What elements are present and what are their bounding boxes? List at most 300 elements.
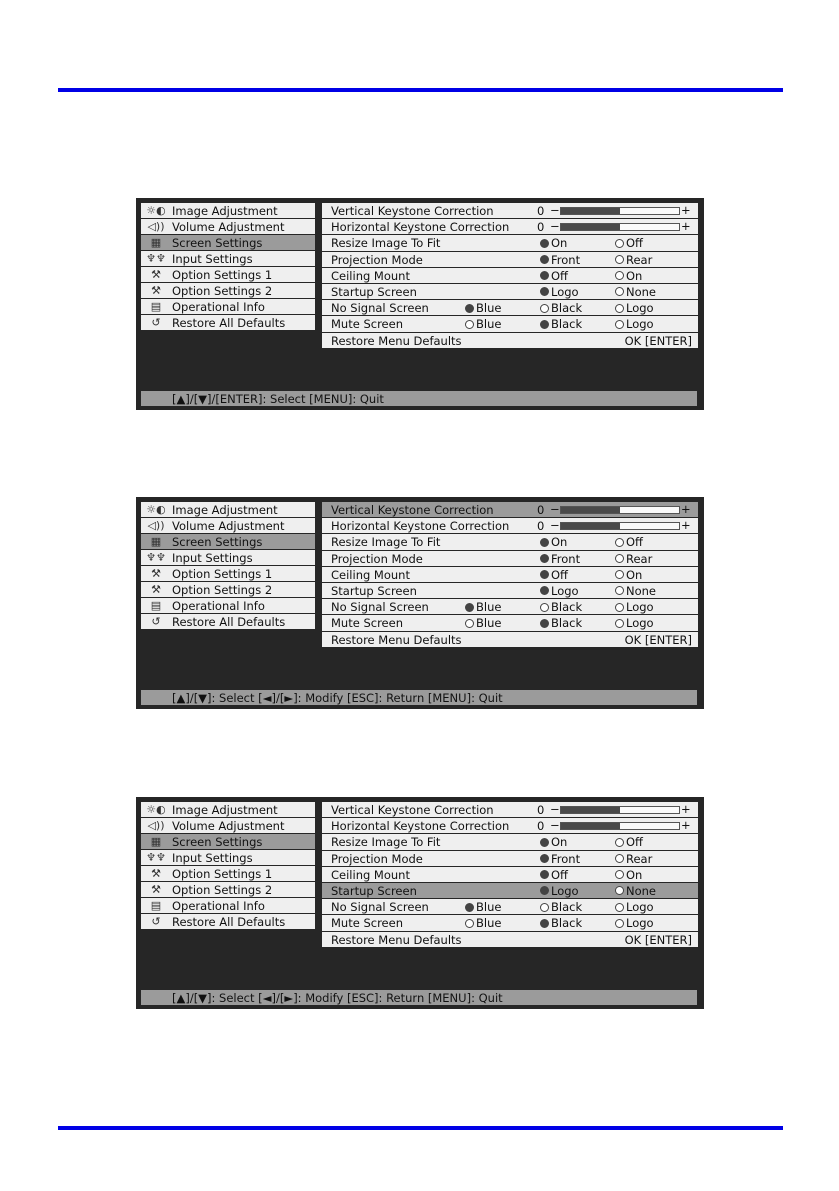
option-label: Off [551,268,568,283]
radio-selected-icon [540,870,549,879]
keystone-slider-fill [561,823,620,829]
setting-label: Horizontal Keystone Correction [331,220,510,235]
menu-item-operational-info[interactable] [141,299,315,314]
option-label: Blue [476,916,502,931]
option-label: On [551,535,568,550]
minus-sign: − [550,518,560,533]
menu-item-option-settings-2[interactable] [141,283,315,298]
restore-icon: ↺ [151,615,161,628]
option-label: Logo [626,301,654,316]
screen-settings-rows [322,802,698,947]
setting-row-restore-menu-defaults[interactable] [322,932,698,947]
radio-selected-icon [540,886,549,895]
option-label: Logo [626,900,654,915]
menu-item-input-settings[interactable] [141,251,315,266]
plus-sign: + [681,818,691,833]
plus-sign: + [681,802,691,816]
menu-item-label: Input Settings [172,550,253,565]
setting-row-vertical-keystone-correction[interactable] [322,203,698,218]
radio-selected-icon [540,538,549,547]
radio-selected-icon [465,304,474,313]
setting-row-vertical-keystone-correction[interactable] [322,802,698,817]
plus-sign: + [681,502,691,516]
option-label: Rear [626,851,653,866]
setting-row-vertical-keystone-correction[interactable] [322,502,698,517]
option-label: Front [551,551,581,566]
setting-label: Vertical Keystone Correction [331,204,494,218]
menu-item-option-settings-1[interactable] [141,267,315,282]
plus-sign: + [681,518,691,533]
setting-row-projection-mode[interactable] [322,851,698,866]
option-logo[interactable] [540,884,579,898]
option-label: Black [551,301,583,316]
radio-unselected-icon [540,304,549,313]
option-label: On [551,236,568,251]
menu-item-screen-settings[interactable] [141,235,315,250]
radio-selected-icon [540,287,549,296]
menu-item-label: Screen Settings [172,834,263,849]
radio-unselected-icon [615,619,624,628]
menu-item-image-adjustment[interactable] [141,203,315,218]
option-on[interactable] [540,236,567,250]
menu-item-label: Input Settings [172,251,253,266]
info-list-icon: ▤ [150,899,162,912]
keystone-slider-fill [561,208,620,214]
keystone-slider-fill [561,807,620,813]
option-logo[interactable] [615,600,654,614]
setting-label: Projection Mode [331,252,423,267]
option-none[interactable] [615,884,656,898]
tools-icon: ⚒ [151,567,161,580]
option-label: On [626,867,643,882]
main-menu-list [141,203,315,330]
tools-icon: ⚒ [151,268,161,281]
screen-settings-rows [322,502,698,647]
setting-row-restore-menu-defaults[interactable] [322,632,698,647]
menu-item-label: Restore All Defaults [172,914,286,929]
radio-unselected-icon [615,255,624,264]
option-label: None [626,883,657,898]
option-label: Logo [626,317,654,332]
option-front[interactable] [540,552,580,566]
setting-label: Resize Image To Fit [331,236,441,251]
option-label: Blue [476,600,502,615]
menu-item-label: Image Adjustment [172,802,278,817]
menu-item-label: Operational Info [172,299,265,314]
option-label: Off [551,567,568,582]
main-menu-list [141,502,315,629]
setting-row-startup-screen[interactable] [322,583,698,598]
radio-unselected-icon [615,603,624,612]
option-blue[interactable] [465,317,501,331]
radio-selected-icon [540,554,549,563]
info-list-icon: ▤ [150,599,162,612]
option-label: Logo [626,616,654,631]
option-label: Black [551,900,583,915]
menu-item-image-adjustment[interactable] [141,802,315,817]
menu-item-screen-settings[interactable] [141,834,315,849]
setting-row-no-signal-screen[interactable] [322,899,698,914]
menu-item-volume-adjustment[interactable] [141,818,315,833]
menu-item-label: Input Settings [172,850,253,865]
radio-selected-icon [540,320,549,329]
tools-icon: ⚒ [151,284,161,297]
setting-row-ceiling-mount[interactable] [322,567,698,582]
option-rear[interactable] [615,852,652,866]
radio-selected-icon [540,239,549,248]
radio-selected-icon [540,619,549,628]
option-off[interactable] [615,236,643,250]
setting-row-no-signal-screen[interactable] [322,599,698,614]
menu-item-label: Option Settings 2 [172,882,273,897]
setting-label: Projection Mode [331,551,423,566]
keystone-slider-fill [561,224,620,230]
setting-row-resize-image-to-fit[interactable] [322,235,698,250]
option-label: Black [551,600,583,615]
option-label: Rear [626,551,653,566]
setting-label: Startup Screen [331,583,417,598]
screen-settings-menu-3 [136,797,704,1009]
menu-item-input-settings[interactable] [141,550,315,565]
keystone-slider[interactable] [560,207,680,215]
setting-label: Projection Mode [331,851,423,866]
menu-item-image-adjustment[interactable] [141,502,315,517]
option-label: Black [551,616,583,631]
option-black[interactable] [540,317,582,331]
radio-unselected-icon [540,603,549,612]
key-help-bar [141,990,697,1005]
option-label: Logo [551,284,579,299]
screen-icon: ▦ [150,835,162,848]
setting-row-resize-image-to-fit[interactable] [322,534,698,549]
option-front[interactable] [540,852,580,866]
minus-sign: − [550,802,560,816]
minus-sign: − [550,203,560,217]
option-label: None [626,284,657,299]
menu-item-label: Option Settings 2 [172,582,273,597]
radio-unselected-icon [615,886,624,895]
option-black[interactable] [540,600,582,614]
option-rear[interactable] [615,253,652,267]
option-logo[interactable] [615,317,654,331]
brightness-contrast-icon: ☼◐ [146,204,166,217]
option-black[interactable] [540,916,582,930]
setting-row-ceiling-mount[interactable] [322,867,698,882]
setting-label: Ceiling Mount [331,567,410,582]
radio-unselected-icon [540,903,549,912]
menu-item-label: Volume Adjustment [172,518,285,533]
menu-item-label: Screen Settings [172,534,263,549]
keystone-slider[interactable] [560,522,680,530]
radio-unselected-icon [615,271,624,280]
keystone-slider[interactable] [560,223,680,231]
menu-item-volume-adjustment[interactable] [141,219,315,234]
menu-item-restore-all-defaults[interactable] [141,614,315,629]
menu-item-option-settings-2[interactable] [141,582,315,597]
keystone-value: 0 [537,819,545,834]
option-label: Front [551,252,581,267]
menu-item-operational-info[interactable] [141,598,315,613]
radio-selected-icon [540,255,549,264]
setting-label: No Signal Screen [331,600,429,615]
header-rule [58,88,783,92]
menu-item-label: Restore All Defaults [172,614,286,629]
setting-row-mute-screen[interactable] [322,615,698,630]
option-label: On [626,268,643,283]
brightness-contrast-icon: ☼◐ [146,803,166,816]
option-label: Blue [476,616,502,631]
setting-row-startup-screen[interactable] [322,284,698,299]
main-menu-list [141,802,315,929]
menu-item-restore-all-defaults[interactable] [141,315,315,330]
radio-unselected-icon [465,320,474,329]
radio-unselected-icon [615,586,624,595]
setting-label: Mute Screen [331,317,403,332]
keystone-slider[interactable] [560,806,680,814]
radio-unselected-icon [465,619,474,628]
setting-label: Resize Image To Fit [331,835,441,850]
option-logo[interactable] [540,584,579,598]
option-blue[interactable] [465,616,501,630]
option-label: On [551,835,568,850]
menu-item-restore-all-defaults[interactable] [141,914,315,929]
tools-icon: ⚒ [151,583,161,596]
keystone-value: 0 [537,519,545,534]
setting-label: Restore Menu Defaults [331,333,462,348]
radio-selected-icon [540,854,549,863]
option-blue[interactable] [465,600,501,614]
setting-label: Ceiling Mount [331,867,410,882]
setting-row-mute-screen[interactable] [322,316,698,331]
brightness-contrast-icon: ☼◐ [146,503,166,516]
radio-unselected-icon [615,538,624,547]
input-plugs-icon: ♆♆ [146,252,166,265]
menu-item-label: Volume Adjustment [172,219,285,234]
key-help-text: [▲]/[▼]/[ENTER]: Select [MENU]: Quit [172,391,384,406]
key-help-bar [141,690,697,705]
setting-label: Restore Menu Defaults [331,632,462,647]
info-list-icon: ▤ [150,300,162,313]
ok-enter-action[interactable]: OK [ENTER] [624,932,692,947]
screen-settings-menu-2 [136,497,704,709]
radio-unselected-icon [615,320,624,329]
radio-unselected-icon [615,570,624,579]
menu-item-option-settings-1[interactable] [141,566,315,581]
minus-sign: − [550,219,560,234]
keystone-slider[interactable] [560,822,680,830]
keystone-value: 0 [537,204,545,218]
keystone-slider[interactable] [560,506,680,514]
setting-label: Startup Screen [331,883,417,898]
radio-selected-icon [465,903,474,912]
menu-item-volume-adjustment[interactable] [141,518,315,533]
option-logo[interactable] [615,301,654,315]
screen-icon: ▦ [150,535,162,548]
setting-row-projection-mode[interactable] [322,252,698,267]
setting-label: Vertical Keystone Correction [331,503,494,517]
option-label: Black [551,317,583,332]
menu-item-label: Option Settings 1 [172,566,273,581]
keystone-slider-fill [561,507,620,513]
footer-rule [58,1126,783,1130]
option-label: Blue [476,900,502,915]
option-on[interactable] [615,568,642,582]
radio-unselected-icon [465,919,474,928]
setting-label: Ceiling Mount [331,268,410,283]
option-label: On [626,567,643,582]
option-label: Off [626,835,643,850]
radio-selected-icon [540,838,549,847]
menu-item-screen-settings[interactable] [141,534,315,549]
setting-row-ceiling-mount[interactable] [322,268,698,283]
option-on[interactable] [540,535,567,549]
setting-row-no-signal-screen[interactable] [322,300,698,315]
setting-label: Horizontal Keystone Correction [331,819,510,834]
option-label: Blue [476,301,502,316]
key-help-text: [▲]/[▼]: Select [◄]/[►]: Modify [ESC]: Return [MENU]: Quit [172,990,503,1005]
setting-row-resize-image-to-fit[interactable] [322,834,698,849]
menu-item-option-settings-2[interactable] [141,882,315,897]
speaker-icon: ◁)) [147,519,165,532]
setting-label: No Signal Screen [331,900,429,915]
option-label: Logo [551,883,579,898]
option-label: None [626,583,657,598]
menu-item-label: Image Adjustment [172,502,278,517]
radio-unselected-icon [615,919,624,928]
speaker-icon: ◁)) [147,220,165,233]
radio-unselected-icon [615,854,624,863]
menu-item-input-settings[interactable] [141,850,315,865]
key-help-bar [141,391,697,406]
setting-row-startup-screen[interactable] [322,883,698,898]
menu-item-label: Image Adjustment [172,203,278,218]
radio-unselected-icon [615,287,624,296]
setting-label: Horizontal Keystone Correction [331,519,510,534]
option-blue[interactable] [465,301,501,315]
plus-sign: + [681,219,691,234]
option-off[interactable] [540,269,568,283]
radio-unselected-icon [615,903,624,912]
input-plugs-icon: ♆♆ [146,851,166,864]
option-logo[interactable] [540,285,579,299]
setting-label: Vertical Keystone Correction [331,803,494,817]
setting-label: Startup Screen [331,284,417,299]
option-black[interactable] [540,301,582,315]
restore-icon: ↺ [151,316,161,329]
radio-selected-icon [540,570,549,579]
menu-item-label: Restore All Defaults [172,315,286,330]
input-plugs-icon: ♆♆ [146,551,166,564]
option-label: Logo [626,600,654,615]
option-logo[interactable] [615,916,654,930]
setting-label: Resize Image To Fit [331,535,441,550]
tools-icon: ⚒ [151,883,161,896]
radio-unselected-icon [615,554,624,563]
keystone-value: 0 [537,220,545,235]
option-off[interactable] [540,868,568,882]
menu-item-label: Option Settings 2 [172,283,273,298]
tools-icon: ⚒ [151,867,161,880]
option-logo[interactable] [615,900,654,914]
screen-settings-menu-1 [136,198,704,410]
option-on[interactable] [540,835,567,849]
menu-item-label: Screen Settings [172,235,263,250]
radio-unselected-icon [615,304,624,313]
screen-icon: ▦ [150,236,162,249]
option-off[interactable] [540,568,568,582]
option-off[interactable] [615,535,643,549]
menu-item-label: Operational Info [172,598,265,613]
option-label: Black [551,916,583,931]
setting-label: Mute Screen [331,916,403,931]
option-black[interactable] [540,616,582,630]
menu-item-label: Option Settings 1 [172,866,273,881]
radio-selected-icon [540,586,549,595]
option-on[interactable] [615,868,642,882]
setting-row-horizontal-keystone-correction[interactable] [322,518,698,533]
setting-row-projection-mode[interactable] [322,551,698,566]
radio-selected-icon [540,919,549,928]
setting-label: Mute Screen [331,616,403,631]
keystone-slider-fill [561,523,620,529]
option-none[interactable] [615,285,656,299]
setting-label: No Signal Screen [331,301,429,316]
minus-sign: − [550,818,560,833]
option-label: Logo [551,583,579,598]
setting-label: Restore Menu Defaults [331,932,462,947]
screen-settings-rows [322,203,698,348]
option-logo[interactable] [615,616,654,630]
option-label: Front [551,851,581,866]
option-blue[interactable] [465,900,501,914]
setting-row-horizontal-keystone-correction[interactable] [322,818,698,833]
ok-enter-action[interactable]: OK [ENTER] [624,333,692,348]
menu-item-operational-info[interactable] [141,898,315,913]
setting-row-horizontal-keystone-correction[interactable] [322,219,698,234]
menu-item-label: Volume Adjustment [172,818,285,833]
option-label: Rear [626,252,653,267]
option-none[interactable] [615,584,656,598]
keystone-value: 0 [537,503,545,517]
option-label: Logo [626,916,654,931]
option-front[interactable] [540,253,580,267]
radio-unselected-icon [615,870,624,879]
key-help-text: [▲]/[▼]: Select [◄]/[►]: Modify [ESC]: Return [MENU]: Quit [172,690,503,705]
radio-unselected-icon [615,239,624,248]
radio-unselected-icon [615,838,624,847]
restore-icon: ↺ [151,915,161,928]
option-label: Off [626,236,643,251]
option-black[interactable] [540,900,582,914]
option-label: Off [626,535,643,550]
menu-item-label: Operational Info [172,898,265,913]
option-off[interactable] [615,835,643,849]
plus-sign: + [681,203,691,217]
setting-row-mute-screen[interactable] [322,915,698,930]
option-blue[interactable] [465,916,501,930]
option-label: Off [551,867,568,882]
setting-row-restore-menu-defaults[interactable] [322,333,698,348]
keystone-value: 0 [537,803,545,817]
option-on[interactable] [615,269,642,283]
ok-enter-action[interactable]: OK [ENTER] [624,632,692,647]
menu-item-label: Option Settings 1 [172,267,273,282]
radio-selected-icon [540,271,549,280]
option-rear[interactable] [615,552,652,566]
speaker-icon: ◁)) [147,819,165,832]
menu-item-option-settings-1[interactable] [141,866,315,881]
minus-sign: − [550,502,560,516]
